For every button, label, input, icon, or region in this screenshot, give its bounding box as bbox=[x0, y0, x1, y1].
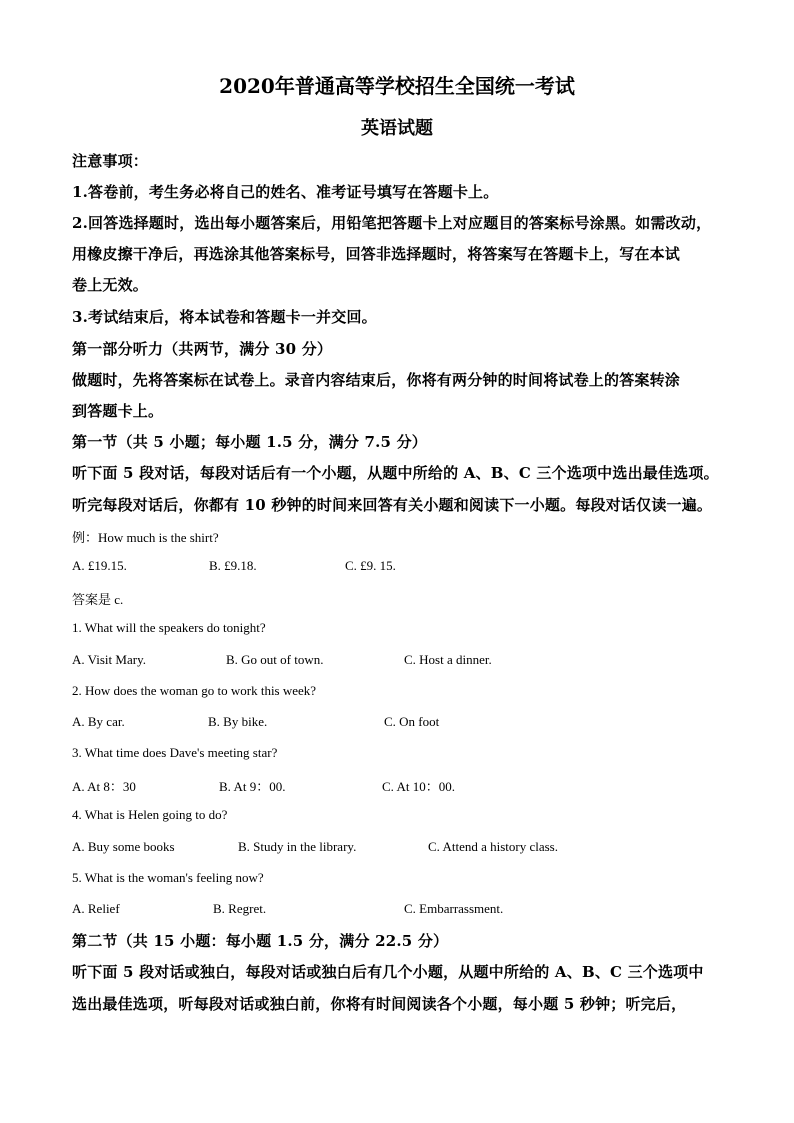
part1-intro-line-1: 做题时，先将答案标在试卷上。录音内容结束后，你将有两分钟的时间将试卷上的答案转涂 bbox=[72, 371, 681, 389]
question-5-option-b: B. Regret. bbox=[213, 901, 267, 916]
question-3-option-c: C. At 10：00. bbox=[382, 779, 455, 794]
question-4-option-a: A. Buy some books bbox=[72, 839, 175, 854]
part1-intro-line-2: 到答题卡上。 bbox=[72, 402, 164, 420]
question-4-option-b: B. Study in the library. bbox=[238, 839, 357, 854]
question-2: 2. How does the woman go to work this week? bbox=[72, 683, 317, 698]
question-2-option-b: B. By bike. bbox=[208, 714, 268, 729]
question-5: 5. What is the woman's feeling now? bbox=[72, 870, 264, 885]
notice-item-3: 3.考试结束后，将本试卷和答题卡一并交回。 bbox=[72, 308, 377, 326]
example-question: 例：How much is the shirt? bbox=[72, 530, 219, 545]
question-3: 3. What time does Dave's meeting star? bbox=[72, 745, 278, 760]
notice-item-2-line-2: 用橡皮擦干净后，再选涂其他答案标号，回答非选择题时，将答案写在答题卡上，写在本试 bbox=[72, 245, 681, 263]
notice-item-2-line-3: 卷上无效。 bbox=[72, 276, 149, 294]
notice-item-1: 1.答卷前，考生务必将自己的姓名、准考证号填写在答题卡上。 bbox=[72, 183, 499, 201]
question-3-option-b: B. At 9：00. bbox=[219, 779, 286, 794]
question-3-option-a: A. At 8：30 bbox=[72, 779, 136, 794]
section2-instruction-line-2: 选出最佳选项，听每段对话或独白前，你将有时间阅读各个小题，每小题 5 秒钟；听完后， bbox=[72, 995, 687, 1013]
question-1-option-b: B. Go out of town. bbox=[226, 652, 324, 667]
question-1: 1. What will the speakers do tonight? bbox=[72, 620, 266, 635]
question-5-option-a: A. Relief bbox=[72, 901, 120, 916]
example-option-c: C. £9. 15. bbox=[345, 558, 396, 573]
question-2-option-a: A. By car. bbox=[72, 714, 125, 729]
question-1-option-a: A. Visit Mary. bbox=[72, 652, 146, 667]
section1-heading: 第一节（共 5 小题；每小题 1.5 分，满分 7.5 分） bbox=[72, 433, 427, 451]
page-subtitle: 英语试题 bbox=[361, 118, 433, 139]
question-2-option-c: C. On foot bbox=[384, 714, 440, 729]
part1-heading: 第一部分听力（共两节，满分 30 分） bbox=[72, 340, 333, 358]
section2-heading: 第二节（共 15 小题：每小题 1.5 分，满分 22.5 分） bbox=[72, 932, 449, 950]
notice-item-2-line-1: 2.回答选择题时，选出每小题答案后，用铅笔把答题卡上对应题目的答案标号涂黑。如需改动， bbox=[72, 214, 712, 232]
page-title: 2020年普通高等学校招生全国统一考试 bbox=[219, 74, 575, 98]
section1-instruction-line-2: 听完每段对话后，你都有 10 秒钟的时间来回答有关小题和阅读下一小题。每段对话仅读一遍。 bbox=[72, 496, 713, 514]
question-4-option-c: C. Attend a history class. bbox=[428, 839, 558, 854]
notice-heading: 注意事项： bbox=[72, 152, 149, 170]
question-1-option-c: C. Host a dinner. bbox=[404, 652, 492, 667]
example-option-a: A. £19.15. bbox=[72, 558, 127, 573]
question-5-option-c: C. Embarrassment. bbox=[404, 901, 504, 916]
section2-instruction-line-1: 听下面 5 段对话或独白，每段对话或独白后有几个小题，从题中所给的 A、B、C 三个选项中 bbox=[72, 963, 704, 981]
section1-instruction-line-1: 听下面 5 段对话，每段对话后有一个小题，从题中所给的 A、B、C 三个选项中选出最佳选项。 bbox=[72, 464, 719, 482]
example-answer: 答案是 c. bbox=[72, 592, 124, 607]
question-4: 4. What is Helen going to do? bbox=[72, 807, 228, 822]
example-option-b: B. £9.18. bbox=[209, 558, 257, 573]
